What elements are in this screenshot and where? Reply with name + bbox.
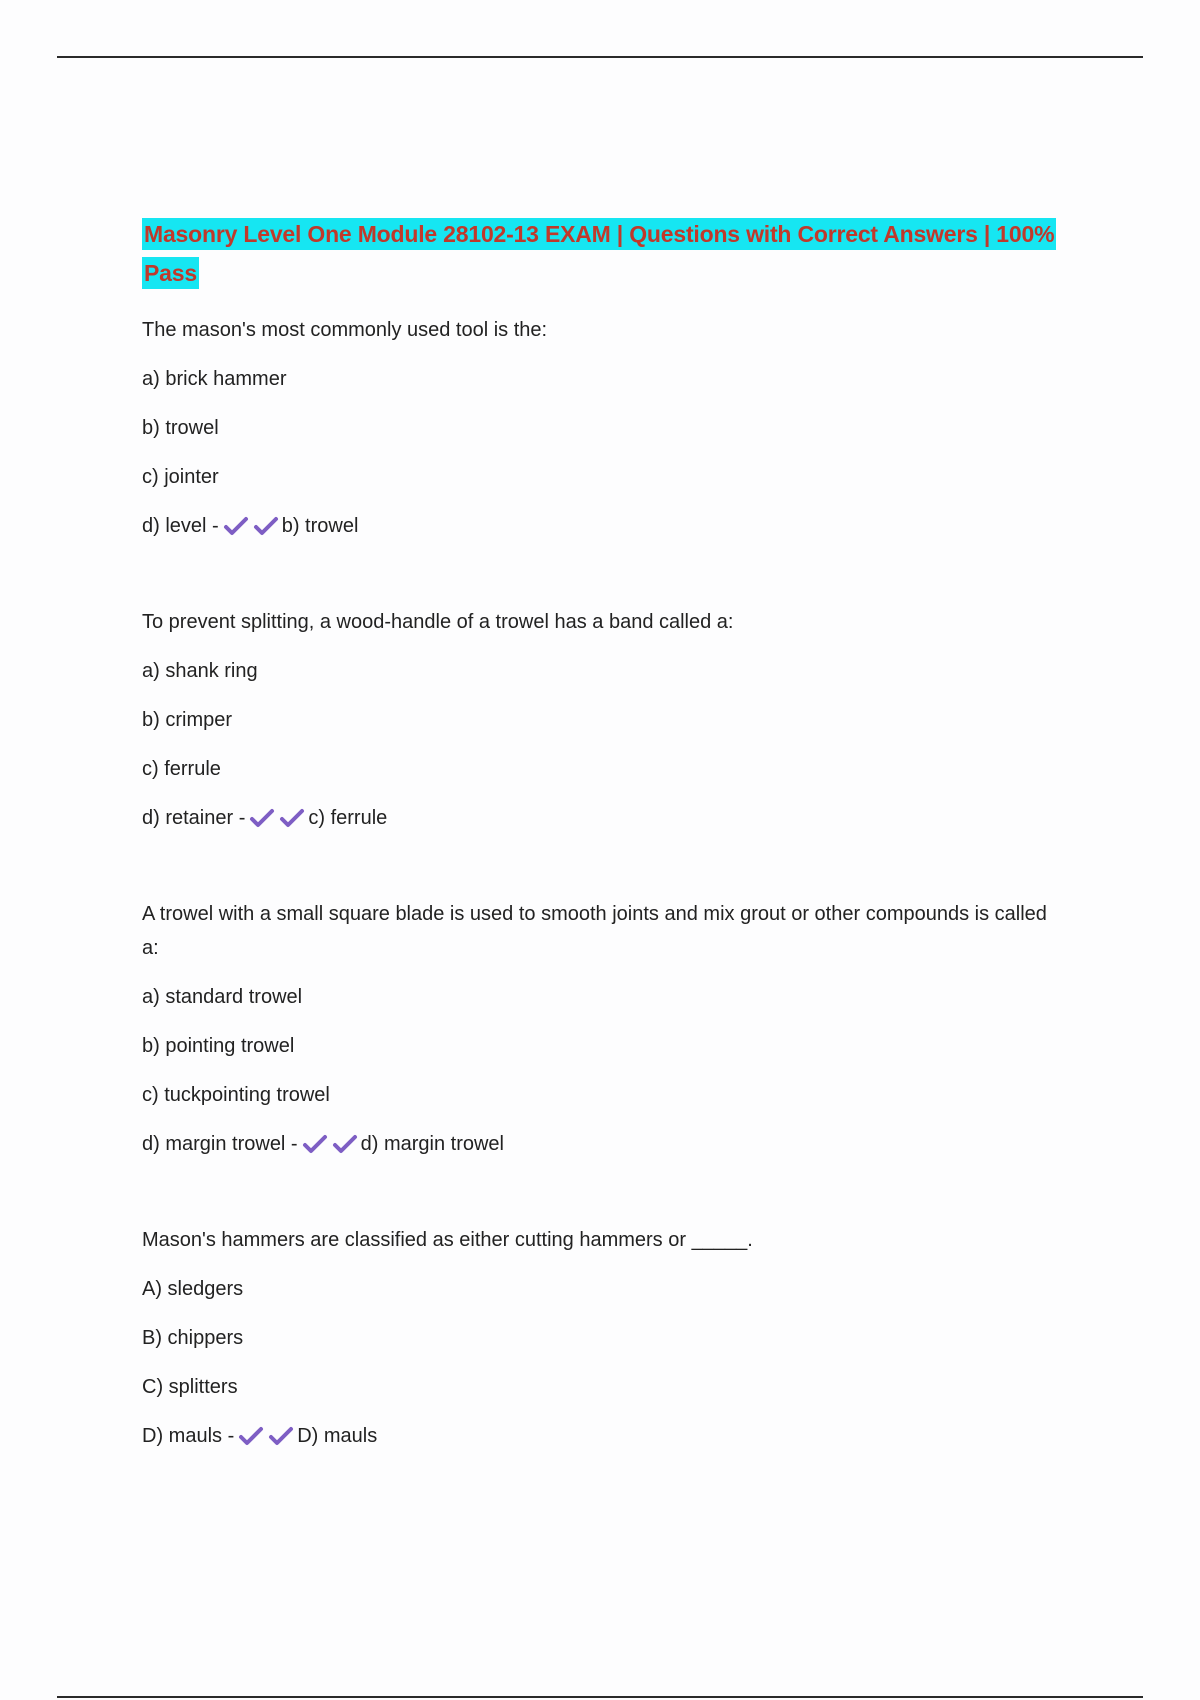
answer-option: a) standard trowel <box>142 986 303 1008</box>
last-option: D) mauls - <box>142 1425 235 1447</box>
question-list <box>142 313 1062 1453</box>
question-text: To prevent splitting, a wood-handle of a trowel has a band called a: <box>142 611 734 633</box>
answer-line <box>142 801 1062 835</box>
correct-answer: c) ferrule <box>308 807 388 829</box>
question-block <box>142 313 1062 543</box>
answer-line <box>142 1419 1062 1453</box>
answer-option: A) sledgers <box>142 1278 244 1300</box>
correct-answer: D) mauls <box>297 1425 378 1447</box>
document-title-text: Masonry Level One Module 28102-13 EXAM | Questions with Correct Answers | 100% Pass <box>142 218 1056 289</box>
question-text: The mason's most commonly used tool is the: <box>142 319 548 341</box>
answer-option: b) crimper <box>142 709 233 731</box>
checkmark-icon <box>279 807 305 829</box>
header-rule <box>57 56 1143 58</box>
correct-answer: b) trowel <box>281 515 359 537</box>
footer-rule <box>57 1696 1143 1698</box>
question-block <box>142 605 1062 835</box>
answer-option: c) jointer <box>142 466 219 488</box>
question-block <box>142 1223 1062 1453</box>
checkmark-icon <box>238 1425 264 1447</box>
answer-option: C) splitters <box>142 1376 238 1398</box>
answer-option: B) chippers <box>142 1327 244 1349</box>
answer-option: b) pointing trowel <box>142 1035 295 1057</box>
question-text: A trowel with a small square blade is used to smooth joints and mix grout or other compounds is called a: <box>142 903 1047 959</box>
checkmark-icon <box>223 515 249 537</box>
answer-line <box>142 1127 1062 1161</box>
last-option: d) margin trowel - <box>142 1133 298 1155</box>
answer-option: c) ferrule <box>142 758 221 780</box>
document-content <box>142 215 1062 1453</box>
question-text: Mason's hammers are classified as either cutting hammers or _____. <box>142 1229 753 1251</box>
question-spacer <box>142 543 1062 605</box>
question-block <box>142 897 1062 1161</box>
checkmark-icon <box>332 1133 358 1155</box>
checkmark-icon <box>302 1133 328 1155</box>
answer-option: a) shank ring <box>142 660 258 682</box>
answer-option: a) brick hammer <box>142 368 287 390</box>
last-option: d) level - <box>142 515 219 537</box>
last-option: d) retainer - <box>142 807 246 829</box>
answer-line <box>142 509 1062 543</box>
question-spacer <box>142 835 1062 897</box>
question-spacer <box>142 1161 1062 1223</box>
checkmark-icon <box>253 515 279 537</box>
document-title <box>142 215 1062 293</box>
answer-option: b) trowel <box>142 417 219 439</box>
checkmark-icon <box>268 1425 294 1447</box>
answer-option: c) tuckpointing trowel <box>142 1084 330 1106</box>
checkmark-icon <box>249 807 275 829</box>
correct-answer: d) margin trowel <box>360 1133 504 1155</box>
